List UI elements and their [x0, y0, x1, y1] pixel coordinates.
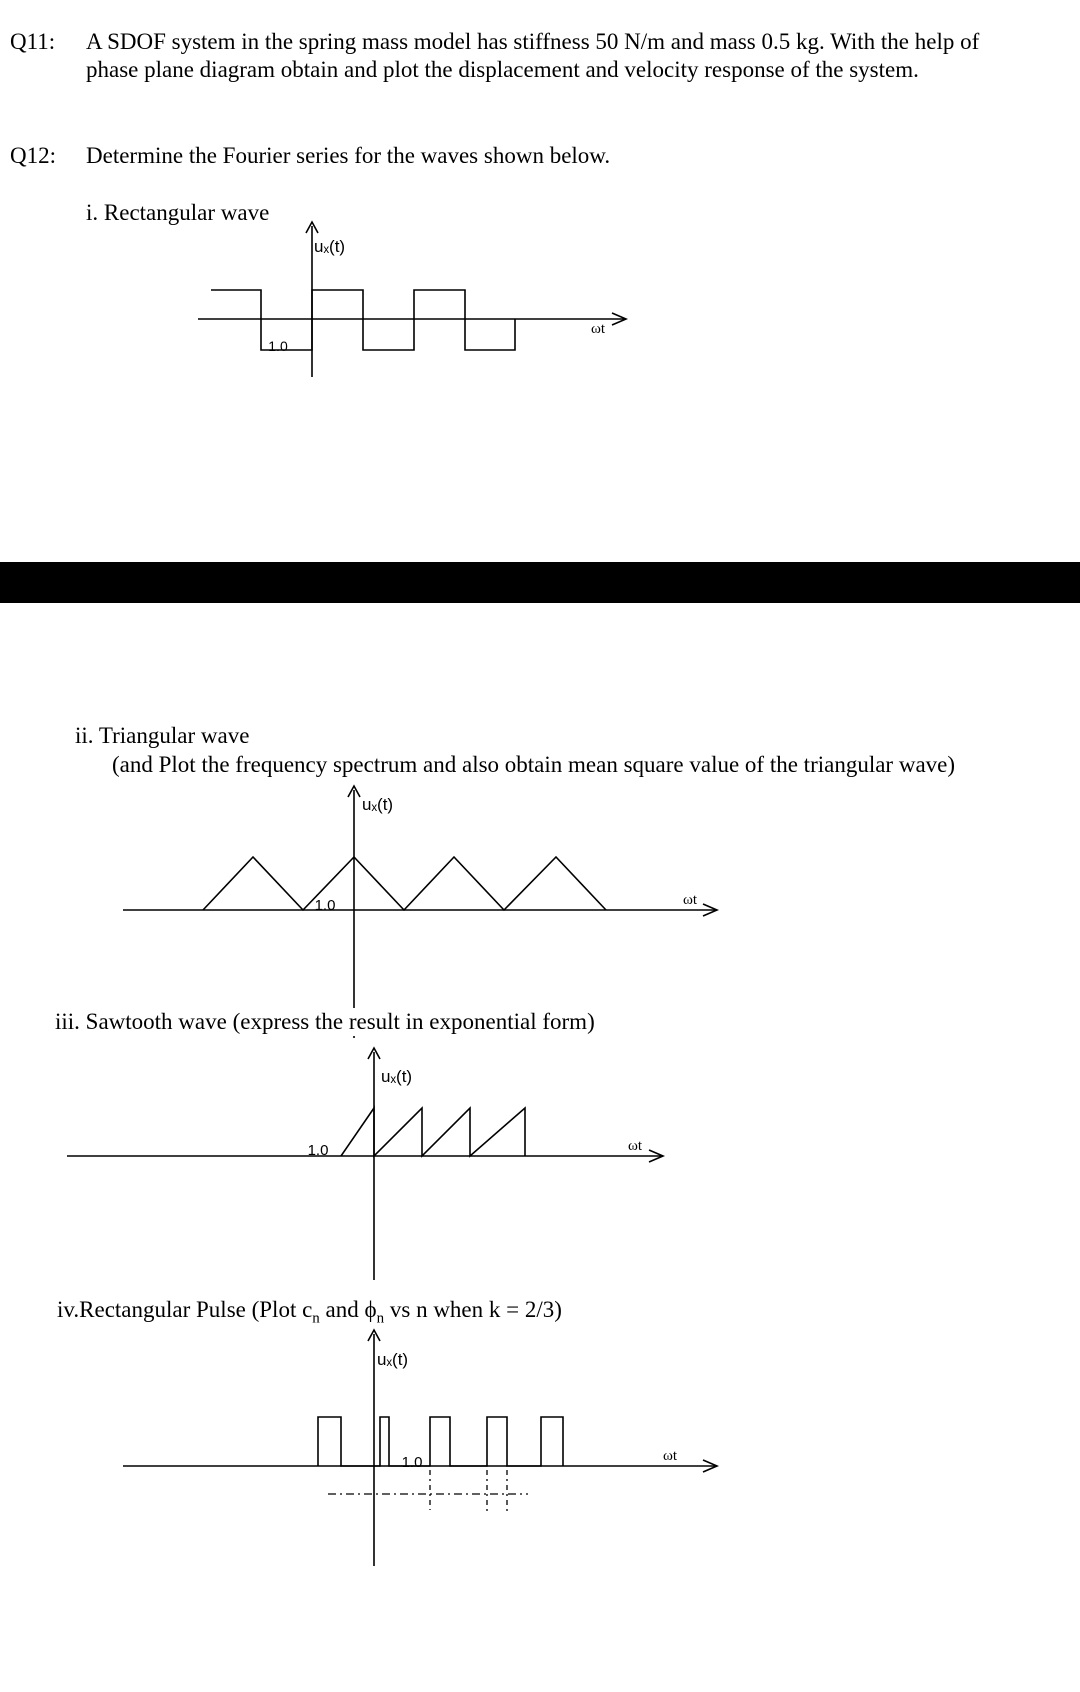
pulse-title-post: vs n when k = 2/3)	[384, 1297, 562, 1322]
pulse-y-label: uₓ(t)	[377, 1350, 409, 1369]
rect-x-label: ωt	[590, 321, 606, 337]
tri-y-label: uₓ(t)	[362, 795, 394, 814]
pulse-title-pre: iv.Rectangular Pulse (Plot c	[57, 1297, 313, 1322]
q12-number: Q12:	[10, 143, 56, 168]
pulse-wave-line	[318, 1417, 563, 1466]
pulse-title-sub-phin: n	[376, 1310, 385, 1327]
saw-x-label: ωt	[627, 1138, 643, 1154]
q11-line1: A SDOF system in the spring mass model has stiffness 50 N/m and mass 0.5 kg. With the help of	[86, 29, 980, 54]
rect-tick-label: 1.0	[268, 338, 288, 354]
tri-wave-subtitle: (and Plot the frequency spectrum and also obtain mean square value of the triangular wave)	[112, 752, 956, 777]
q12-text: Determine the Fourier series for the waves shown below.	[86, 143, 611, 168]
saw-y-label: uₓ(t)	[381, 1067, 413, 1086]
pulse-title-sub-cn: n	[312, 1310, 320, 1327]
q11-line2: phase plane diagram obtain and plot the displacement and velocity response of the system.	[86, 57, 919, 82]
pulse-x-label: ωt	[662, 1448, 678, 1464]
tri-x-label: ωt	[682, 892, 698, 908]
saw-tick-label: 1.0	[307, 1142, 329, 1159]
tri-tick-label: 1.0	[314, 897, 336, 914]
rect-wave-title: i. Rectangular wave	[86, 200, 270, 225]
saw-wave-title: iii. Sawtooth wave (express the result in exponential form)	[55, 1008, 599, 1036]
rect-y-label: uₓ(t)	[314, 237, 346, 256]
tri-wave-title: ii. Triangular wave	[75, 723, 250, 748]
pulse-tick-label: 1.0	[401, 1454, 423, 1471]
pulse-title-mid: and ϕ	[319, 1297, 377, 1322]
q11-number: Q11:	[10, 29, 56, 54]
